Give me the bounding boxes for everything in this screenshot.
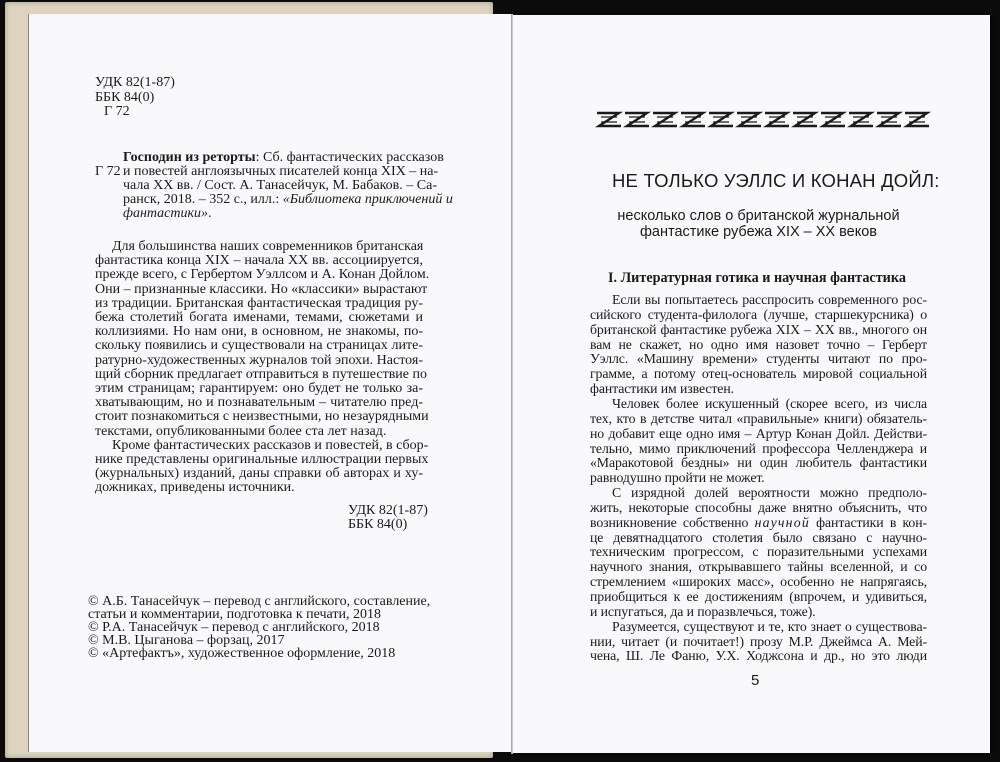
copyright-line: © М.В. Цыганова – форзац, 2017 bbox=[88, 632, 285, 648]
paragraph-line: приобщиться к ее достижениям (впрочем, и удивиться, bbox=[590, 589, 927, 604]
copyright-line: © А.Б. Танасейчук – перевод с английского, составление, bbox=[88, 594, 431, 609]
author-mark: Г 72 bbox=[104, 104, 130, 119]
paragraph-line: коллизиями. Но нам они, в основном, не знакомы, по- bbox=[95, 324, 423, 340]
bbk-code-bottom: ББК 84(0) bbox=[348, 517, 408, 532]
book-title: Господин из реторты bbox=[123, 150, 256, 165]
paragraph-line: жить, некоторые способны даже внятно объяснить, что bbox=[590, 499, 927, 515]
paragraph-line: ратурно-художественных журналов той эпохи. Настоя- bbox=[95, 352, 423, 368]
paragraph-line: стоит познакомиться с неизвестными, но незаурядными bbox=[95, 409, 429, 425]
page-number: 5 bbox=[751, 672, 760, 689]
ornament-stroke bbox=[877, 113, 901, 126]
paragraph-line: стремлением «широких масс», особенно не напрягаясь, bbox=[590, 574, 927, 590]
paragraph-line: скольку появились и существовали на страницах лите- bbox=[95, 338, 423, 354]
paragraph-line: тех, кто в детстве читал «правильные» книги) обязатель- bbox=[590, 410, 927, 426]
paragraph-line: этим страницам; гарантируем: оно будет не только за- bbox=[95, 381, 423, 396]
italic-text: научной bbox=[754, 514, 810, 530]
chapter-subtitle-line-1: несколько слов о британской журнальной bbox=[617, 208, 900, 224]
paragraph-line: щий сборник предлагает отправиться в путешествие по bbox=[95, 366, 428, 382]
ornament-stroke bbox=[793, 113, 817, 126]
paragraph-line: вам не скажет, но одно имя назовет точно – Герберт bbox=[590, 336, 927, 352]
paragraph-line: «Маракотовой бездны» ни один любитель фантастики bbox=[590, 455, 927, 471]
paragraph-line: Для большинства наших современников британская bbox=[112, 239, 424, 254]
paragraph-line: британской фантастике рубежа XIX – XX вв., многого он bbox=[590, 321, 927, 337]
paragraph-line: хватывающим, но и познавательным – читателю пред- bbox=[95, 395, 423, 411]
ornament-stroke bbox=[681, 113, 705, 126]
paragraph-line: С изрядной долей вероятности можно предполо- bbox=[612, 485, 927, 501]
ornament-stroke bbox=[821, 113, 845, 126]
paragraph-line: дожниках, приведены источники. bbox=[95, 480, 295, 496]
paragraph-line: и испугаться, да и поразвлечься, тоже). bbox=[590, 603, 816, 619]
ornament-stroke bbox=[849, 113, 873, 126]
ornament-stroke bbox=[737, 113, 761, 126]
section-heading: I. Литературная готика и научная фантастика bbox=[608, 270, 906, 286]
paragraph-line bbox=[590, 515, 927, 531]
ornament-stroke bbox=[709, 113, 733, 126]
paragraph-line: из традиции. Британская фантастическая традиция ру- bbox=[95, 295, 423, 311]
text-run: возникновение собственно bbox=[590, 514, 755, 530]
paragraph-line: Разумеется, существуют и те, кто знает о существова- bbox=[612, 618, 927, 634]
paragraph-line: но добавит еще одно имя – Артур Конан Дойл. Действи- bbox=[590, 425, 927, 441]
paragraph-line: прежде всего, с Гербертом Уэллсом и А. Конан Дойлом. bbox=[95, 267, 430, 283]
chapter-subtitle-line-2: фантастике рубежа XIX – XX веков bbox=[639, 224, 878, 240]
paragraph-line: чена, Ш. Ле Фаню, У.Х. Ходжсона и др., но это люди bbox=[590, 648, 927, 664]
paragraph-line: текстами, опубликованными более ста лет назад. bbox=[95, 423, 387, 439]
bbk-code: ББК 84(0) bbox=[95, 90, 155, 105]
bib-line: чала XX вв. / Сост. А. Танасейчук, М. Бабаков. – Са- bbox=[123, 178, 437, 193]
braided-chain-ornament-icon bbox=[595, 110, 931, 129]
paragraph-line: равнодушно пройти не может. bbox=[590, 470, 765, 486]
paragraph-line: нии, читает (и почитает!) прозу М.Р. Джеймса А. Мей- bbox=[590, 633, 927, 649]
paragraph-line: научного знания, открывавшего тайны вселенной, и со bbox=[590, 559, 927, 575]
paragraph-line: Уэллс. «Машину времени» студенты читают по про- bbox=[590, 351, 927, 367]
copyright-line: © Р.А. Танасейчук – перевод с английского, 2018 bbox=[88, 619, 380, 635]
bib-description: : Сб. фантастических рассказов bbox=[255, 150, 444, 165]
italic-text: «Библиотека приключений и bbox=[282, 192, 453, 207]
paragraph-line: Человек более искушенный (скорее всего, из числа bbox=[612, 395, 927, 411]
ornament-stroke bbox=[625, 113, 649, 126]
chapter-title: НЕ ТОЛЬКО УЭЛЛС И КОНАН ДОЙЛ: bbox=[612, 170, 940, 191]
paragraph-line: Кроме фантастических рассказов и повестей, в сбор- bbox=[112, 437, 429, 453]
bib-author-mark: Г 72 bbox=[95, 164, 121, 179]
copyright-line: © «Артефактъ», художественное оформление, 2018 bbox=[88, 645, 396, 661]
paragraph-line: нике представлены оригинальные иллюстрации первых bbox=[95, 452, 429, 467]
text-run: ранск, 2018. – 352 с., илл.: bbox=[123, 192, 283, 207]
paragraph-line: Если вы попытаетесь расспросить современного рос- bbox=[612, 292, 927, 307]
udk-code: УДК 82(1-87) bbox=[95, 75, 175, 90]
ornament-stroke bbox=[597, 113, 621, 126]
italic-text: фантастики» bbox=[123, 206, 209, 221]
bib-line bbox=[123, 206, 423, 222]
paragraph-line: тельно, мимо приключений профессора Челленджера и bbox=[590, 440, 927, 456]
paragraph-line: Они – признанные классики. Но «классики» вырастают bbox=[95, 281, 428, 297]
book-spine-fold bbox=[511, 14, 513, 754]
paragraph-line: техническим прогрессом, с поразительными успехами bbox=[590, 544, 927, 560]
text-run: фантастики в кон- bbox=[809, 514, 927, 530]
paragraph-line: сийского студента-филолога (лучше, старшекурсника) о bbox=[590, 306, 927, 322]
udk-code-bottom: УДК 82(1-87) bbox=[348, 503, 428, 518]
paragraph-line: грамме, а потому отец-основатель мировой социальной bbox=[590, 366, 927, 382]
paragraph-line: (журнальных) изданий, даны справки об авторах и ху- bbox=[95, 466, 423, 482]
ornament-stroke bbox=[765, 113, 789, 126]
text-run: . bbox=[208, 206, 212, 221]
ornament-stroke bbox=[905, 113, 929, 126]
paragraph-line: фантастика конца XIX – начала XX вв. ассоциируется, bbox=[95, 253, 423, 269]
paragraph-line: фантастики им известен. bbox=[590, 381, 734, 397]
copyright-line: статьи и комментарии, подготовка к печати, 2018 bbox=[88, 606, 382, 622]
bib-line: и повестей англоязычных писателей конца XIX – на- bbox=[123, 164, 439, 179]
paragraph-line: це девятнадцатого столетия было связано с научно- bbox=[590, 529, 927, 545]
paragraph-line: бежа столетий богата именами, темами, сюжетами и bbox=[95, 310, 423, 325]
ornament-stroke bbox=[653, 113, 677, 126]
